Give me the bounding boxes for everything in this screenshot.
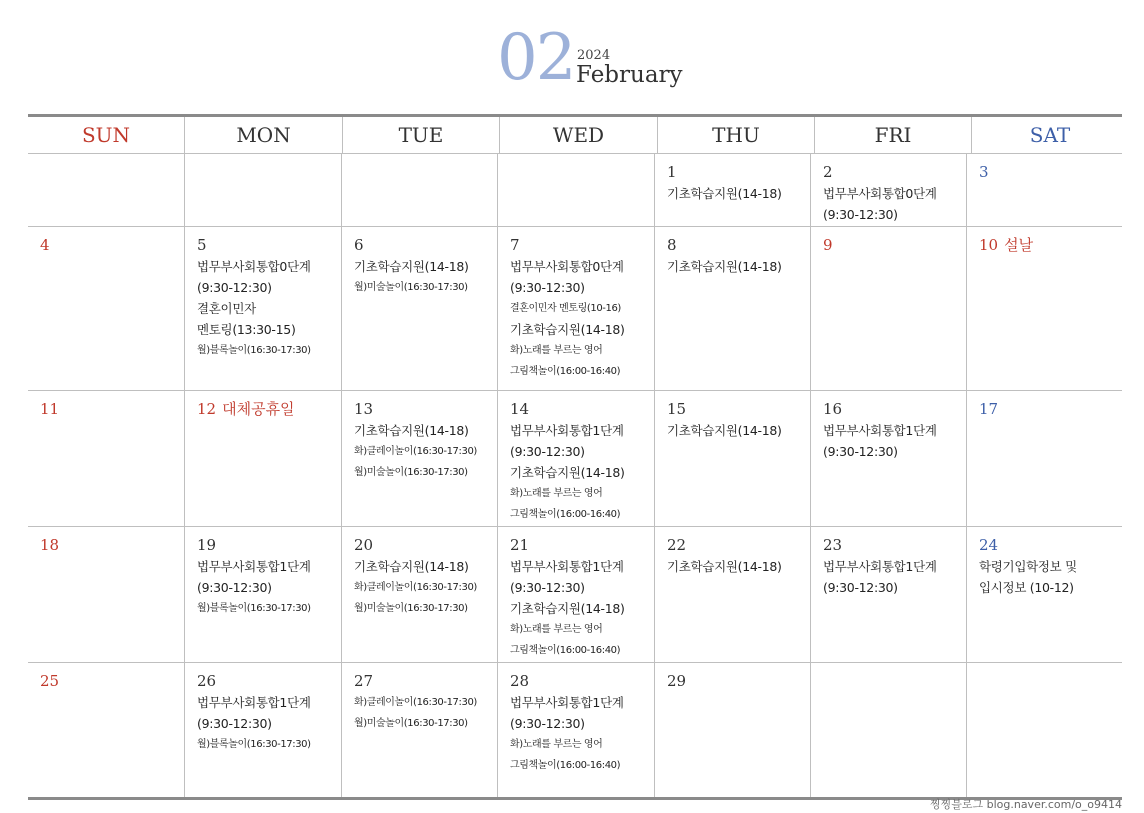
weekday-thu: THU — [657, 117, 814, 153]
calendar-grid — [28, 114, 1122, 800]
day-number: 9 — [823, 236, 833, 254]
event-line: 법무부사회통합0단계 — [823, 186, 937, 201]
event-line: 그림책놀이(16:00-16:40) — [510, 760, 621, 771]
week-row — [28, 154, 1122, 227]
day-cell — [184, 391, 341, 526]
event-line: 학령기입학정보 및 — [979, 559, 1077, 574]
event-line: 입시정보 (10-12) — [979, 580, 1074, 595]
event-line: 기초학습지원(14-18) — [354, 259, 469, 274]
day-cell — [28, 154, 184, 226]
day-cell — [341, 154, 497, 226]
day-cell — [810, 527, 966, 662]
day-cell — [966, 391, 1122, 526]
day-number: 19 — [197, 536, 217, 554]
day-number-row — [40, 670, 178, 692]
event-line: (9:30-12:30) — [510, 444, 585, 459]
day-number-row — [667, 398, 804, 420]
event-line: 결혼이민자 — [197, 301, 256, 316]
day-number: 3 — [979, 163, 989, 181]
day-cell — [184, 527, 341, 662]
event-line: 기초학습지원(14-18) — [510, 465, 625, 480]
weekday-tue: TUE — [342, 117, 499, 153]
day-number-row — [979, 161, 1116, 183]
day-cell — [184, 663, 341, 797]
day-number: 11 — [40, 400, 60, 418]
day-number-row — [197, 534, 335, 556]
month-name: February — [576, 62, 683, 88]
day-cell — [654, 663, 810, 797]
day-number-row — [979, 234, 1116, 256]
day-cell — [28, 227, 184, 390]
day-cell — [966, 527, 1122, 662]
calendar-weeks — [28, 154, 1122, 797]
event-line: (9:30-12:30) — [510, 280, 585, 295]
day-number-row — [40, 161, 178, 183]
weekday-sun: SUN — [81, 123, 131, 147]
weekday-fri: FRI — [814, 117, 971, 153]
day-number-row — [823, 161, 960, 183]
day-number-row — [823, 398, 960, 420]
day-number-row — [354, 234, 491, 256]
event-line: (9:30-12:30) — [197, 716, 272, 731]
day-cell — [497, 527, 654, 662]
day-cell — [497, 391, 654, 526]
day-number: 21 — [510, 536, 530, 554]
day-number: 8 — [667, 236, 677, 254]
day-number: 29 — [667, 672, 687, 690]
day-number: 27 — [354, 672, 374, 690]
day-number-row — [197, 670, 335, 692]
weekday-header-row — [28, 117, 1122, 154]
holiday-label: 대체공휴일 — [222, 400, 295, 418]
week-row — [28, 391, 1122, 527]
event-line: 결혼이민자 멘토링(10-16) — [510, 303, 621, 314]
day-number: 2 — [823, 163, 833, 181]
day-number-row — [823, 534, 960, 556]
event-line: 기초학습지원(14-18) — [510, 601, 625, 616]
day-cell — [810, 227, 966, 390]
event-line: 월)미술놀이(16:30-17:30) — [354, 282, 468, 293]
day-number: 25 — [40, 672, 60, 690]
weekday-mon: MON — [184, 117, 342, 153]
event-line: 기초학습지원(14-18) — [667, 423, 782, 438]
day-cell — [654, 227, 810, 390]
event-line: 그림책놀이(16:00-16:40) — [510, 509, 621, 520]
event-line: (9:30-12:30) — [823, 580, 898, 595]
event-line: 화)클레이놀이(16:30-17:30) — [354, 446, 477, 457]
day-number-row — [510, 161, 648, 183]
event-line: 기초학습지원(14-18) — [667, 259, 782, 274]
event-line: 기초학습지원(14-18) — [667, 559, 782, 574]
day-number: 6 — [354, 236, 364, 254]
day-number: 18 — [40, 536, 60, 554]
event-line: 화)노래를 부르는 영어 — [510, 739, 603, 750]
day-number-row — [823, 234, 960, 256]
event-line: 법무부사회통합0단계 — [510, 259, 624, 274]
day-cell — [28, 391, 184, 526]
day-cell — [810, 391, 966, 526]
event-line: 월)미술놀이(16:30-17:30) — [354, 718, 468, 729]
day-number-row — [354, 398, 491, 420]
event-line: 월)블록놀이(16:30-17:30) — [197, 345, 311, 356]
event-line: (9:30-12:30) — [823, 444, 898, 459]
event-line: 멘토링(13:30-15) — [197, 322, 296, 337]
event-line: (9:30-12:30) — [510, 716, 585, 731]
day-cell — [497, 154, 654, 226]
week-row — [28, 527, 1122, 663]
event-line: (9:30-12:30) — [510, 580, 585, 595]
day-cell — [654, 391, 810, 526]
event-line: 법무부사회통합0단계 — [197, 259, 311, 274]
day-cell — [654, 154, 810, 226]
event-line: 월)미술놀이(16:30-17:30) — [354, 467, 468, 478]
month-number: 02 — [497, 21, 575, 95]
day-number: 4 — [40, 236, 50, 254]
day-cell — [341, 227, 497, 390]
event-line: 그림책놀이(16:00-16:40) — [510, 645, 621, 656]
event-line: 기초학습지원(14-18) — [667, 186, 782, 201]
day-number-row — [354, 670, 491, 692]
day-cell — [966, 227, 1122, 390]
day-number-row — [197, 398, 335, 420]
day-cell — [966, 663, 1122, 797]
day-number-row — [197, 234, 335, 256]
calendar-header — [0, 0, 1144, 110]
day-number-row — [979, 534, 1116, 556]
day-cell — [810, 663, 966, 797]
blog-credit: 찡찡블로그 blog.naver.com/o_o9414 — [929, 798, 1122, 811]
weekday-wed: WED — [499, 117, 657, 153]
day-number: 17 — [979, 400, 999, 418]
week-row — [28, 663, 1122, 797]
day-number: 24 — [979, 536, 999, 554]
day-number-row — [979, 670, 1116, 692]
day-number: 10 — [979, 236, 999, 254]
event-line: 기초학습지원(14-18) — [354, 423, 469, 438]
day-number: 15 — [667, 400, 687, 418]
event-line: 법무부사회통합1단계 — [510, 559, 624, 574]
day-number-row — [40, 534, 178, 556]
event-line: 기초학습지원(14-18) — [354, 559, 469, 574]
day-number-row — [40, 398, 178, 420]
day-number: 22 — [667, 536, 687, 554]
event-line: 법무부사회통합1단계 — [823, 423, 937, 438]
day-number-row — [510, 670, 648, 692]
event-line: 화)노래를 부르는 영어 — [510, 488, 603, 499]
day-number: 7 — [510, 236, 520, 254]
day-cell — [184, 227, 341, 390]
day-number-row — [823, 670, 960, 692]
event-line: (9:30-12:30) — [197, 580, 272, 595]
day-cell — [28, 527, 184, 662]
event-line: 월)블록놀이(16:30-17:30) — [197, 603, 311, 614]
day-cell — [341, 391, 497, 526]
event-line: 화)클레이놀이(16:30-17:30) — [354, 697, 477, 708]
event-line: 기초학습지원(14-18) — [510, 322, 625, 337]
day-number: 1 — [667, 163, 677, 181]
holiday-label: 설날 — [1004, 236, 1034, 254]
event-line: (9:30-12:30) — [823, 207, 898, 222]
day-cell — [184, 154, 341, 226]
event-line: 법무부사회통합1단계 — [823, 559, 937, 574]
day-number: 20 — [354, 536, 374, 554]
day-cell — [497, 227, 654, 390]
day-number-row — [667, 534, 804, 556]
day-number-row — [354, 534, 491, 556]
event-line: 그림책놀이(16:00-16:40) — [510, 366, 621, 377]
day-number-row — [979, 398, 1116, 420]
day-number: 16 — [823, 400, 843, 418]
event-line: 법무부사회통합1단계 — [510, 695, 624, 710]
event-line: 법무부사회통합1단계 — [197, 559, 311, 574]
year-label: 2024 — [577, 48, 611, 63]
event-line: 법무부사회통합1단계 — [510, 423, 624, 438]
event-line: 월)블록놀이(16:30-17:30) — [197, 739, 311, 750]
day-number: 12 — [197, 400, 217, 418]
day-cell — [341, 663, 497, 797]
event-line: 월)미술놀이(16:30-17:30) — [354, 603, 468, 614]
event-line: 화)노래를 부르는 영어 — [510, 345, 603, 356]
day-number-row — [667, 161, 804, 183]
day-number-row — [354, 161, 491, 183]
day-number: 28 — [510, 672, 530, 690]
day-number-row — [197, 161, 335, 183]
day-number-row — [667, 670, 804, 692]
day-cell — [810, 154, 966, 226]
day-cell — [28, 663, 184, 797]
day-number: 23 — [823, 536, 843, 554]
day-number-row — [510, 234, 648, 256]
event-line: 화)클레이놀이(16:30-17:30) — [354, 582, 477, 593]
day-number: 14 — [510, 400, 530, 418]
day-number-row — [667, 234, 804, 256]
day-cell — [654, 527, 810, 662]
day-number: 26 — [197, 672, 217, 690]
day-number-row — [510, 534, 648, 556]
weekday-sat: SAT — [971, 117, 1128, 153]
week-row — [28, 227, 1122, 391]
day-number-row — [510, 398, 648, 420]
day-number: 13 — [354, 400, 374, 418]
day-cell — [497, 663, 654, 797]
event-line: 화)노래를 부르는 영어 — [510, 624, 603, 635]
day-number: 5 — [197, 236, 207, 254]
event-line: (9:30-12:30) — [197, 280, 272, 295]
day-cell — [966, 154, 1122, 226]
day-number-row — [40, 234, 178, 256]
event-line: 법무부사회통합1단계 — [197, 695, 311, 710]
day-cell — [341, 527, 497, 662]
